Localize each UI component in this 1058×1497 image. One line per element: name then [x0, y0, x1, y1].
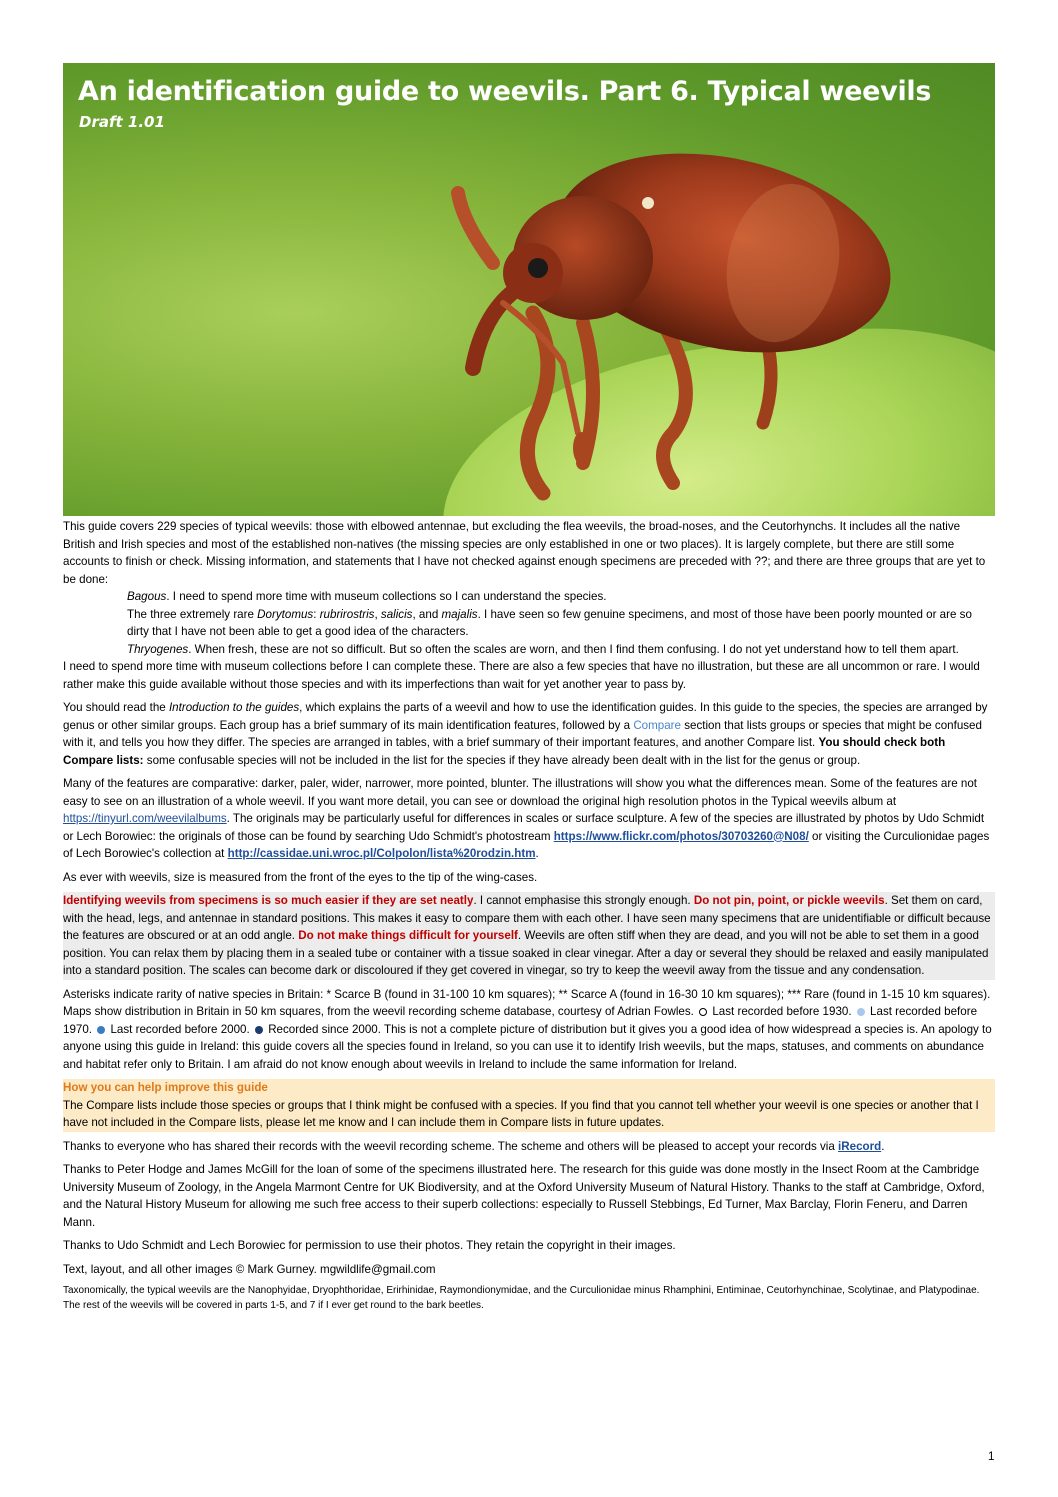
species-name: rubrirostris: [319, 607, 375, 621]
body-text: some confusable species will not be included in the list for the species if they have already been dealt with in the list for the genus or group.: [143, 753, 861, 767]
body-text: . The originals may be particularly useful for differences in scales or surface sculpture. A few of the species are illustrated by photos by Udo Schmidt or Lech Borowiec: the originals of those can be found by searching Udo Schmidt's photostream: [63, 812, 985, 843]
body-text: section that lists groups or species that might be confused with it, and tells you how they differ. The species are arranged in tables, with a brief summary of their important features, and another Compare list.: [63, 718, 982, 749]
empty-circle-icon: [699, 1008, 707, 1016]
page-title: An identification guide to weevils. Part 6. Typical weevils: [78, 76, 932, 107]
pending-text: . When fresh, these are not so difficult. But so often the scales are worn, and then I find them confusing. I do not yet understand how to tell them apart.: [188, 642, 959, 656]
records-thanks: [63, 1138, 995, 1156]
body-text: You should read the: [63, 701, 169, 714]
specimen-thanks: Thanks to Peter Hodge and James McGill for the loan of some of the specimens illustrated here. The research for this guide was done mostly in the Insect Room at the Cambridge University Museum of Zoology, in the Angela Marmont Centre for UK Biodiversity, and at the Oxford University Museum of Natural History. Thanks to the staff at Cambridge, Oxford, and the Natural History Museum for allowing me such free access to their superb collections: especially to Russell Stebbings, Ed Turner, Max Barclay, Florin Feneru, and Darren Mann.: [63, 1163, 985, 1229]
body-text: . I cannot emphasise this strongly enough.: [473, 894, 694, 907]
body-text: Thanks to everyone who has shared their records with the weevil recording scheme. The scheme and others will be pleased to accept your records via: [63, 1139, 839, 1153]
pending-text: . I have seen so few genuine specimens, and most of those have been poorly mounted or are so dirty that I have not been able to get a good idea of the characters.: [127, 607, 972, 638]
help-text: The Compare lists include those species or groups that I think might be confused with a species. If you find that you cannot tell whether your weevil is one species or another that I have not included in the Compare lists, please let me know and I can include them in Compare lists in future updates.: [63, 1098, 979, 1129]
reading-paragraph: [63, 699, 995, 769]
help-box: [63, 1079, 995, 1132]
weevil-albums-link[interactable]: https://tinyurl.com/weevilalbums: [63, 812, 227, 825]
guide-title: Introduction to the guides: [168, 701, 300, 714]
body-text: Last recorded before 2000.: [110, 1022, 250, 1036]
body-text: Recorded since 2000. This is not a complete picture of distribution but it gives you a good idea of how widespread a species is. An apology to anyone using this guide in Ireland: this guide covers all the species found in Ireland, so you can use it to identify Irish weevils, but the maps, statuses, and comments on abundance and habitat refer only to Britain. I am afraid do not know enough about weevils in Ireland to include the same information for Ireland.: [63, 1022, 992, 1071]
body-text: , which explains the parts of a weevil and how to use the identification guides. In this guide to the species, the species are arranged by genus or other similar groups. Each group has a brief summary of its main identification features, followed by a: [63, 701, 988, 732]
flickr-link[interactable]: https://www.flickr.com/photos/30703260@N08/: [553, 829, 809, 843]
photo-thanks: Thanks to Udo Schmidt and Lech Borowiec for permission to use their photos. They retain the copyright in their images.: [63, 1239, 676, 1252]
body-text: .: [535, 847, 539, 860]
taxonomy-note: Taxonomically, the typical weevils are the Nanophyidae, Dryophthoridae, Erirhinidae, Raymondionymidae, and the Curculionidae minus Rhamphini, Entiminae, Ceutorhynchinae, Scolytinae, and Platypodinae. The rest of the weevils will be covered in parts 1-5, and 7 if I ever get round to the bark beetles.: [63, 1285, 980, 1311]
emphasis-text: You should check both Compare lists:: [63, 736, 946, 767]
body-text: or visiting the Curculionidae pages of Lech Borowiec's collection at: [63, 829, 990, 860]
light-blue-circle-icon: [857, 1008, 865, 1016]
separator: , and: [412, 607, 442, 621]
separator: :: [313, 607, 320, 621]
specimen-advice-box: [63, 892, 995, 980]
body-text: .: [881, 1139, 885, 1153]
pending-groups: [63, 588, 995, 658]
compare-keyword: Compare: [633, 718, 681, 732]
rarity-paragraph: [63, 986, 995, 1074]
main-content: [63, 518, 995, 1319]
species-name: salicis: [380, 607, 413, 621]
copyright-line: Text, layout, and all other images © Mark Gurney. mgwildlife@gmail.com: [63, 1262, 436, 1276]
intro-paragraph-2: I need to spend more time with museum collections before I can complete these. There are also a few species that have no illustration, but these are all uncommon or rare. I would rather make this guide available without those species and with its imperfections than wait for yet another year to pass by.: [63, 660, 980, 691]
dark-blue-circle-icon: [255, 1026, 263, 1034]
warning-text: Do not pin, point, or pickle weevils: [693, 894, 885, 907]
blue-circle-icon: [97, 1026, 105, 1034]
body-text: Asterisks indicate rarity of native species in Britain: * Scarce B (found in 31-100 10 km squares); ** Scarce A (found in 16-30 10 km squares); *** Rare (found in 1-15 10 km squares). Maps show distribution in Britain in 50 km squares, from the weevil recording scheme database, courtesy of Adrian Fowles.: [63, 987, 991, 1018]
warning-text: Identifying weevils from specimens is so much easier if they are set neatly: [63, 894, 474, 907]
warning-text: Do not make things difficult for yourself: [298, 929, 518, 942]
pending-item-thryogenes: [127, 641, 995, 659]
body-text: Last recorded before 1970.: [63, 1005, 978, 1036]
pending-text: . I need to spend more time with museum collections so I can understand the species.: [166, 590, 607, 603]
body-text: Many of the features are comparative: darker, paler, wider, narrower, more pointed, blunter. The illustrations will show you what the differences mean. Some of the features are not easy to see on an illustration of a whole weevil. If you want more detail, you can see or download the original high resolution photos in the Typical weevils album at: [63, 777, 978, 808]
size-note: As ever with weevils, size is measured from the front of the eyes to the tip of the wing-cases.: [63, 870, 538, 884]
body-text: . Set them on card, with the head, legs, and antennae in standard positions. This makes it easy to compare them with each other. I have seen many specimens that are unidentifiable or difficult because the features are obscured or at an odd angle.: [63, 894, 991, 942]
features-paragraph: [63, 775, 995, 863]
body-text: Last recorded before 1930.: [712, 1005, 852, 1018]
genus-name: Thryogenes: [127, 642, 189, 656]
intro-paragraph: This guide covers 229 species of typical weevils: those with elbowed antennae, but excluding the flea weevils, the broad-noses, and the Ceutorhynchs. It includes all the native British and Irish species and most of the established non-natives (the missing species are only established in one or two places). It is largely complete, but there are still some accounts to finish or check. Missing information, and statements that I have not checked against enough specimens are preceded with ??; and there are three groups that are yet to be done:: [63, 520, 986, 586]
genus-name: Bagous: [127, 590, 167, 603]
help-title: How you can help improve this guide: [63, 1081, 268, 1094]
draft-version: Draft 1.01: [79, 113, 165, 131]
pending-item-dorytomus: [127, 606, 995, 641]
separator: ,: [374, 607, 381, 621]
body-text: . Weevils are often stiff when they are dead, and you will not be able to set them in a good position. You can relax them by placing them in a sealed tube or container with a tissue soaked in clear vinegar. After a day or several they should be relaxed and easily manipulated into a standard position. The scales can become dark or discoloured if they get covered in vinegar, so try to keep the weevil away from the tissue and any condensation.: [63, 929, 989, 977]
irecord-link[interactable]: iRecord: [838, 1139, 882, 1153]
page-number: 1: [988, 1450, 995, 1463]
pending-item-bagous: [127, 588, 995, 606]
species-name: majalis: [441, 607, 478, 621]
genus-name: Dorytomus: [257, 607, 314, 621]
pending-text: The three extremely rare: [127, 607, 258, 621]
weevil-photo: [63, 63, 995, 516]
borowiec-link[interactable]: http://cassidae.uni.wroc.pl/Colpolon/lista%20rodzin.htm: [227, 847, 536, 860]
